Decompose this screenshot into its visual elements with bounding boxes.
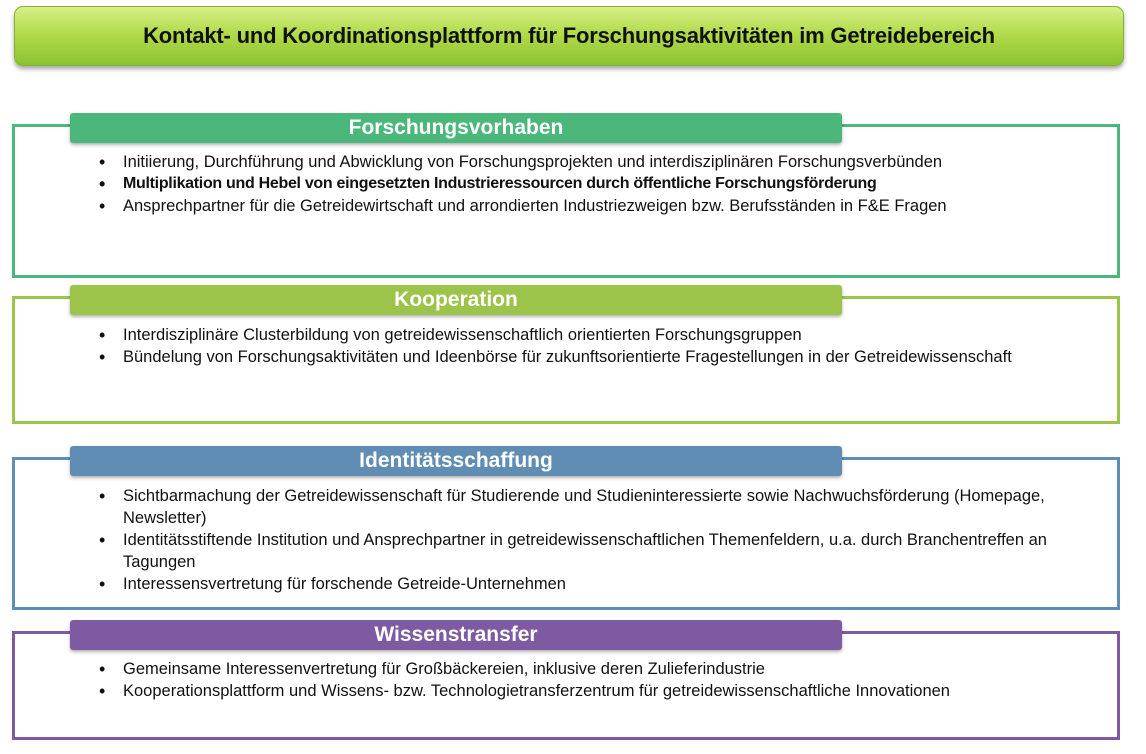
- page-title: Kontakt- und Koordinationsplattform für Forschungsaktivitäten im Getreidebereich: [143, 23, 995, 48]
- list-item: • Interdisziplinäre Clusterbildung von getreidewissenschaftlich orientierten Forschungsgruppen: [99, 324, 1057, 346]
- section-forschungsvorhaben: [12, 116, 1120, 278]
- section-title: Forschungsvorhaben: [348, 116, 564, 139]
- section-header-wissenstransfer: [70, 620, 842, 650]
- list-item: • Kooperationsplattform und Wissens- bzw. Technologietransferzentrum für getreidewissenschaftliche Innovationen: [99, 680, 1057, 702]
- bullet-list: [99, 151, 1057, 217]
- section-identitaetsschaffung: [12, 449, 1120, 610]
- list-item: • Identitätsstiftende Institution und Ansprechpartner in getreidewissenschaftlichen Themenfeldern, u.a. durch Branchentreffen an Tagungen: [99, 529, 1057, 573]
- section-kooperation: [12, 288, 1120, 424]
- section-wissenstransfer: [12, 623, 1120, 740]
- section-title: Kooperation: [394, 288, 518, 311]
- list-item: • Sichtbarmachung der Getreidewissenschaft für Studierende und Studieninteressierte sowie Nachwuchsförderung (Homepage, Newsletter): [99, 485, 1057, 529]
- section-header-identitaetsschaffung: [70, 446, 842, 476]
- list-item-highlight: • Multiplikation und Hebel von eingesetzten Industrieressourcen durch öffentliche Forschungsförderung: [99, 173, 1057, 195]
- list-item: • Bündelung von Forschungsaktivitäten und Ideenbörse für zukunftsorientierte Fragestellungen in der Getreidewissenschaft: [99, 346, 1057, 368]
- bullet-list: [99, 324, 1057, 368]
- list-item: • Interessensvertretung für forschende Getreide-Unternehmen: [99, 573, 1057, 595]
- list-item: • Initiierung, Durchführung und Abwicklung von Forschungsprojekten und interdisziplinären Forschungsverbünden: [99, 151, 1057, 173]
- section-header-kooperation: [70, 285, 842, 315]
- bullet-list: [99, 658, 1057, 702]
- section-header-forschungsvorhaben: [70, 113, 842, 143]
- list-item: • Gemeinsame Interessenvertretung für Großbäckereien, inklusive deren Zulieferindustrie: [99, 658, 1057, 680]
- title-banner: [14, 6, 1124, 66]
- list-item: • Ansprechpartner für die Getreidewirtschaft und arrondierten Industriezweigen bzw. Berufsständen in F&E Fragen: [99, 195, 1057, 217]
- bullet-list: [99, 485, 1057, 595]
- section-title: Identitätsschaffung: [359, 449, 553, 472]
- section-title: Wissenstransfer: [374, 623, 538, 646]
